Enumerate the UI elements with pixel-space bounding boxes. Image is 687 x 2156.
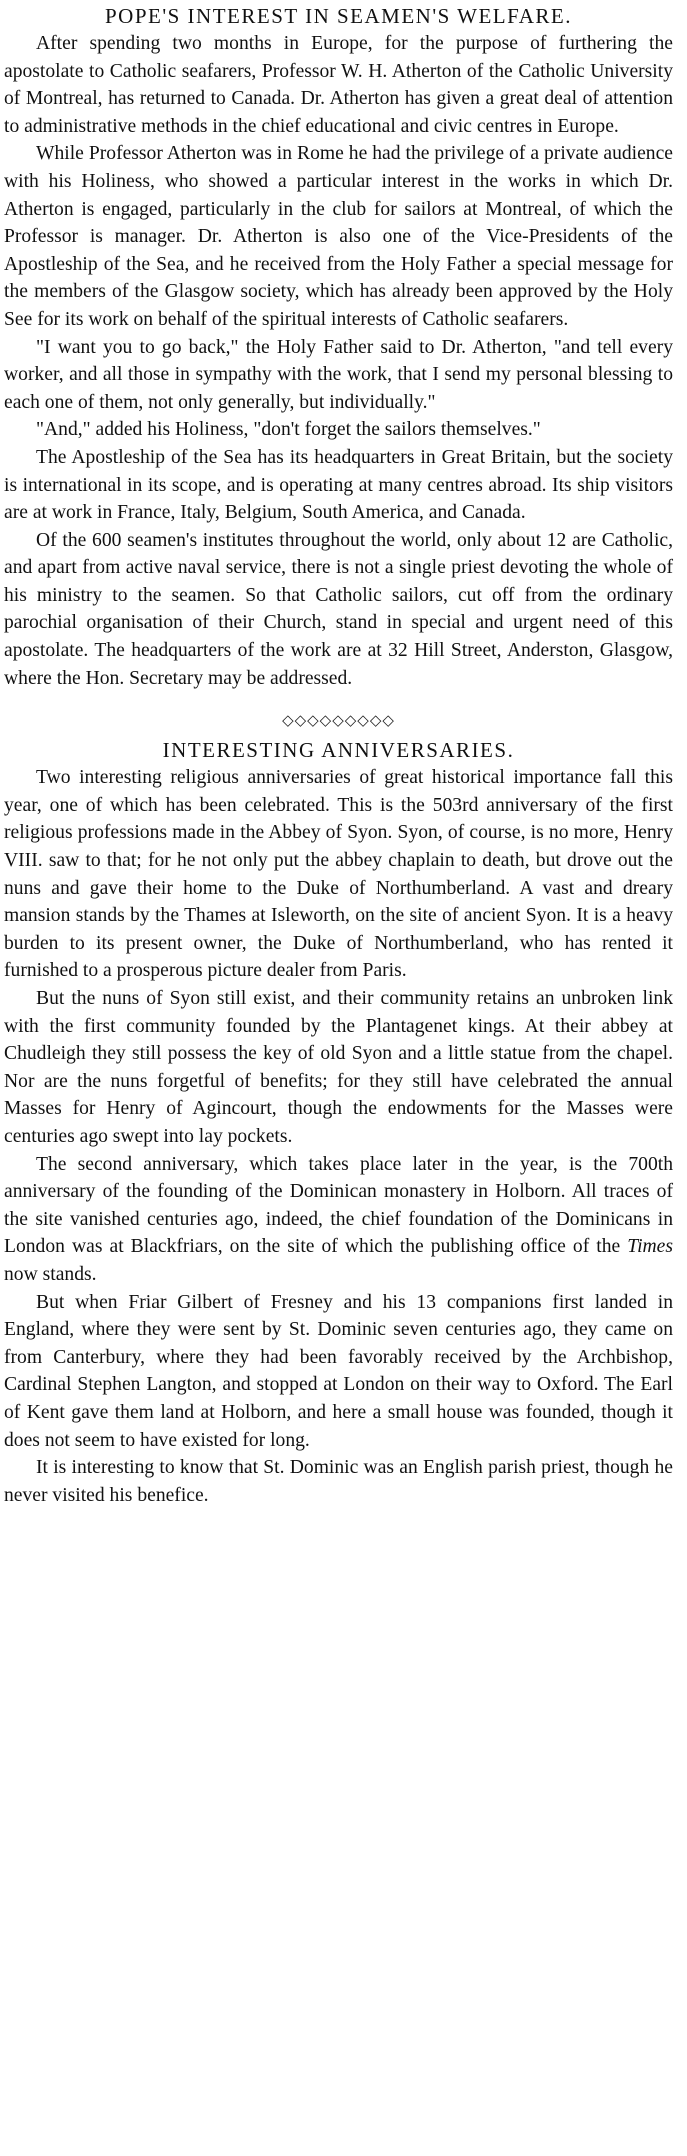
paragraph-text-end: now stands. (4, 1263, 97, 1285)
article-paragraph: It is interesting to know that St. Dominic was an English parish priest, though he never visited his benefice. (4, 1457, 673, 1506)
article-paragraph: While Professor Atherton was in Rome he had the privilege of a private audience with his Holiness, who showed a particular interest in the works in which Dr. Atherton is engaged, particularly in the club for sailors at Montreal, of which the Professor is manager. Dr. Atherton is also one of the Vice-Presidents of the Apostleship of the Sea, and he received from the Holy Father a special message for the members of the Glasgow society, which has already been approved by the Holy See for its work on behalf of the spiritual interests of Catholic seafarers. (4, 143, 673, 330)
article-paragraph: "And," added his Holiness, "don't forget the sailors themselves." (36, 419, 541, 441)
article-paragraph: But when Friar Gilbert of Fresney and his 13 companions first landed in England, where they were sent by St. Dominic seven centuries ago, they came on from Canterbury, where they had been favorably received by the Archbishop, Cardinal Stephen Langton, and stopped at London on their way to Oxford. The Earl of Kent gave them land at Holborn, and here a small house was founded, though it does not seem to have existed for long. (4, 1291, 673, 1451)
newspaper-name: Times (627, 1236, 673, 1258)
diamond-ornament: ◇◇◇◇◇◇◇◇◇ (282, 713, 395, 730)
article-paragraph: Two interesting religious anniversaries of great historical importance fall this year, one of which has been celebrated. This is the 503rd anniversary of the first religious professions made in the Abbey of Syon. Syon, of course, is no more, Henry VIII. saw to that; for he not only put the abbey chaplain to death, but drove out the nuns and gave their home to the Duke of Northumberland. A vast and dreary mansion stands by the Thames at Isleworth, on the site of ancient Syon. It is a heavy burden to its present owner, the Duke of Northumberland, who has rented it furnished to a prosperous picture dealer from Paris. (4, 767, 673, 982)
article-paragraph (4, 1151, 673, 1289)
article-paragraph: The Apostleship of the Sea has its headquarters in Great Britain, but the society is international in its scope, and is operating at many centres abroad. Its ship visitors are at work in France, Italy, Belgium, South America, and Canada. (4, 446, 673, 524)
paragraph-text: The second anniversary, which takes place later in the year, is the 700th anniversary of the founding of the Dominican monastery in Holborn. All traces of the site vanished centuries ago, indeed, the chief foundation of the Dominicans in London was at Blackfriars, on the site of which the publishing office of the (4, 1153, 673, 1258)
article-title-anniversaries: INTERESTING ANNIVERSARIES. (162, 738, 515, 763)
article-paragraph: But the nuns of Syon still exist, and their community retains an unbroken link with the first community founded by the Plantagenet kings. At their abbey at Chudleigh they still possess the key of old Syon and a little statue from the chapel. Nor are the nuns forgetful of benefits; for they still have celebrated the annual Masses for Henry of Agincourt, though the endowments for the Masses were centuries ago swept into lay pockets. (4, 988, 673, 1147)
article-title-seamen: POPE'S INTEREST IN SEAMEN'S WELFARE. (104, 4, 573, 28)
article-paragraph: "I want you to go back," the Holy Father said to Dr. Atherton, "and tell every worker, and all those in sympathy with the work, that I send my personal blessing to each one of them, not only generally, but individually." (4, 336, 673, 413)
section-divider (4, 710, 673, 732)
article-paragraph: After spending two months in Europe, for the purpose of furthering the apostolate to Catholic seafarers, Professor W. H. Atherton of the Catholic University of Montreal, has returned to Canada. Dr. Atherton has given a great deal of attention to administrative methods in the chief educational and civic centres in Europe. (4, 33, 673, 137)
article-paragraph: Of the 600 seamen's institutes throughout the world, only about 12 are Catholic, and apart from active naval service, there is not a single priest devoting the whole of his ministry to the seamen. So that Catholic sailors, cut off from the ordinary parochial organisation of their Church, stand in special and urgent need of this apostolate. The headquarters of the work are at 32 Hill Street, Anderston, Glasgow, where the Hon. Secretary may be addressed. (4, 529, 673, 689)
